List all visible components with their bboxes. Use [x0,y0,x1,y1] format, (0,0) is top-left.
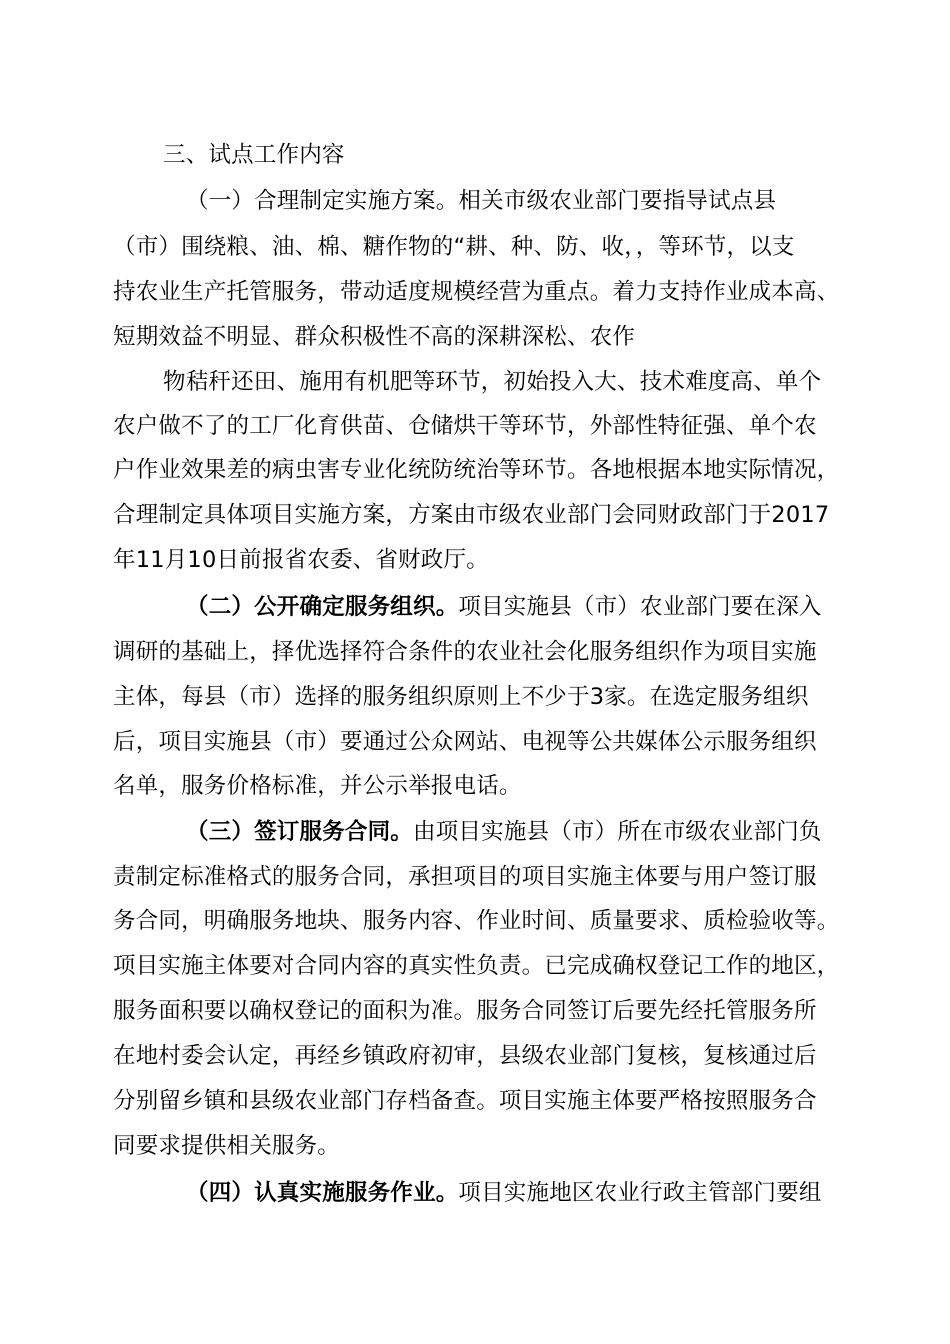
paragraph-line: 分别留乡镇和县级农业部门存档备查。项目实施主体要严格按照服务合 [113,1088,817,1114]
paragraph-line: 物秸秆还田、施用有机肥等环节，初始投入大、技术难度高、单个 [163,369,822,395]
paragraph-line: 项目实施主体要对合同内容的真实性负责。已完成确权登记工作的地区， [113,953,840,979]
paragraph-line: 调研的基础上，择优选择符合条件的农业社会化服务组织作为项目实施 [113,639,817,665]
paragraph-line: （市）围绕粮、油、棉、糖作物的“耕、种、防、收，，等环节，以支 [113,234,795,260]
section-heading: 三、试点工作内容 [163,142,345,168]
section-text: 由项目实施县（市）所在市级农业部门负 [413,819,822,845]
paragraph-line [186,592,822,622]
paragraph-line: 务合同，明确服务地块、服务内容、作业时间、质量要求、质检验收等。 [113,908,840,934]
paragraph-line [186,1178,822,1208]
paragraph-line: 后，项目实施县（市）要通过公众网站、电视等公共媒体公示服务组织 [113,729,817,755]
section-text: 项目实施县（市）农业部门要在深入 [458,594,822,620]
paragraph-line: 合理制定具体项目实施方案，方案由市级农业部门会同财政部门于2017 [113,502,830,528]
section-title: （三）签订服务合同。 [186,819,414,845]
paragraph-line: 服务面积要以确权登记的面积为准。服务合同签订后要先经托管服务所 [113,998,817,1024]
section-text: 项目实施地区农业行政主管部门要组 [458,1180,822,1206]
paragraph-line [186,817,822,847]
paragraph-line: 持农业生产托管服务，带动适度规模经营为重点。着力支持作业成本高、 [113,279,840,305]
paragraph-line: 农户做不了的工厂化育供苗、仓储烘干等环节，外部性特征强、单个农 [113,413,817,439]
paragraph-line: 同要求提供相关服务。 [113,1133,341,1159]
paragraph-line: 责制定标准格式的服务合同，承担项目的项目实施主体要与用户签订服 [113,864,817,890]
paragraph-line: 年11月10日前报省农委、省财政厅。 [113,547,489,573]
paragraph-line: 在地村委会认定，再经乡镇政府初审，县级农业部门复核，复核通过后 [113,1043,817,1069]
paragraph-line: 户作业效果差的病虫害专业化统防统治等环节。各地根据本地实际情况， [113,457,840,483]
paragraph-line: （一）合理制定实施方案。相关市级农业部门要指导试点县 [186,188,777,214]
paragraph-line: 名单，服务价格标准，并公示举报电话。 [113,773,522,799]
paragraph-line: 短期效益不明显、群众积极性不高的深耕深松、农作 [113,324,636,350]
paragraph-line: 主体，每县（市）选择的服务组织原则上不少于3家。在选定服务组织 [113,684,809,710]
section-title: （二）公开确定服务组织。 [186,594,459,620]
section-title: （四）认真实施服务作业。 [186,1180,459,1206]
